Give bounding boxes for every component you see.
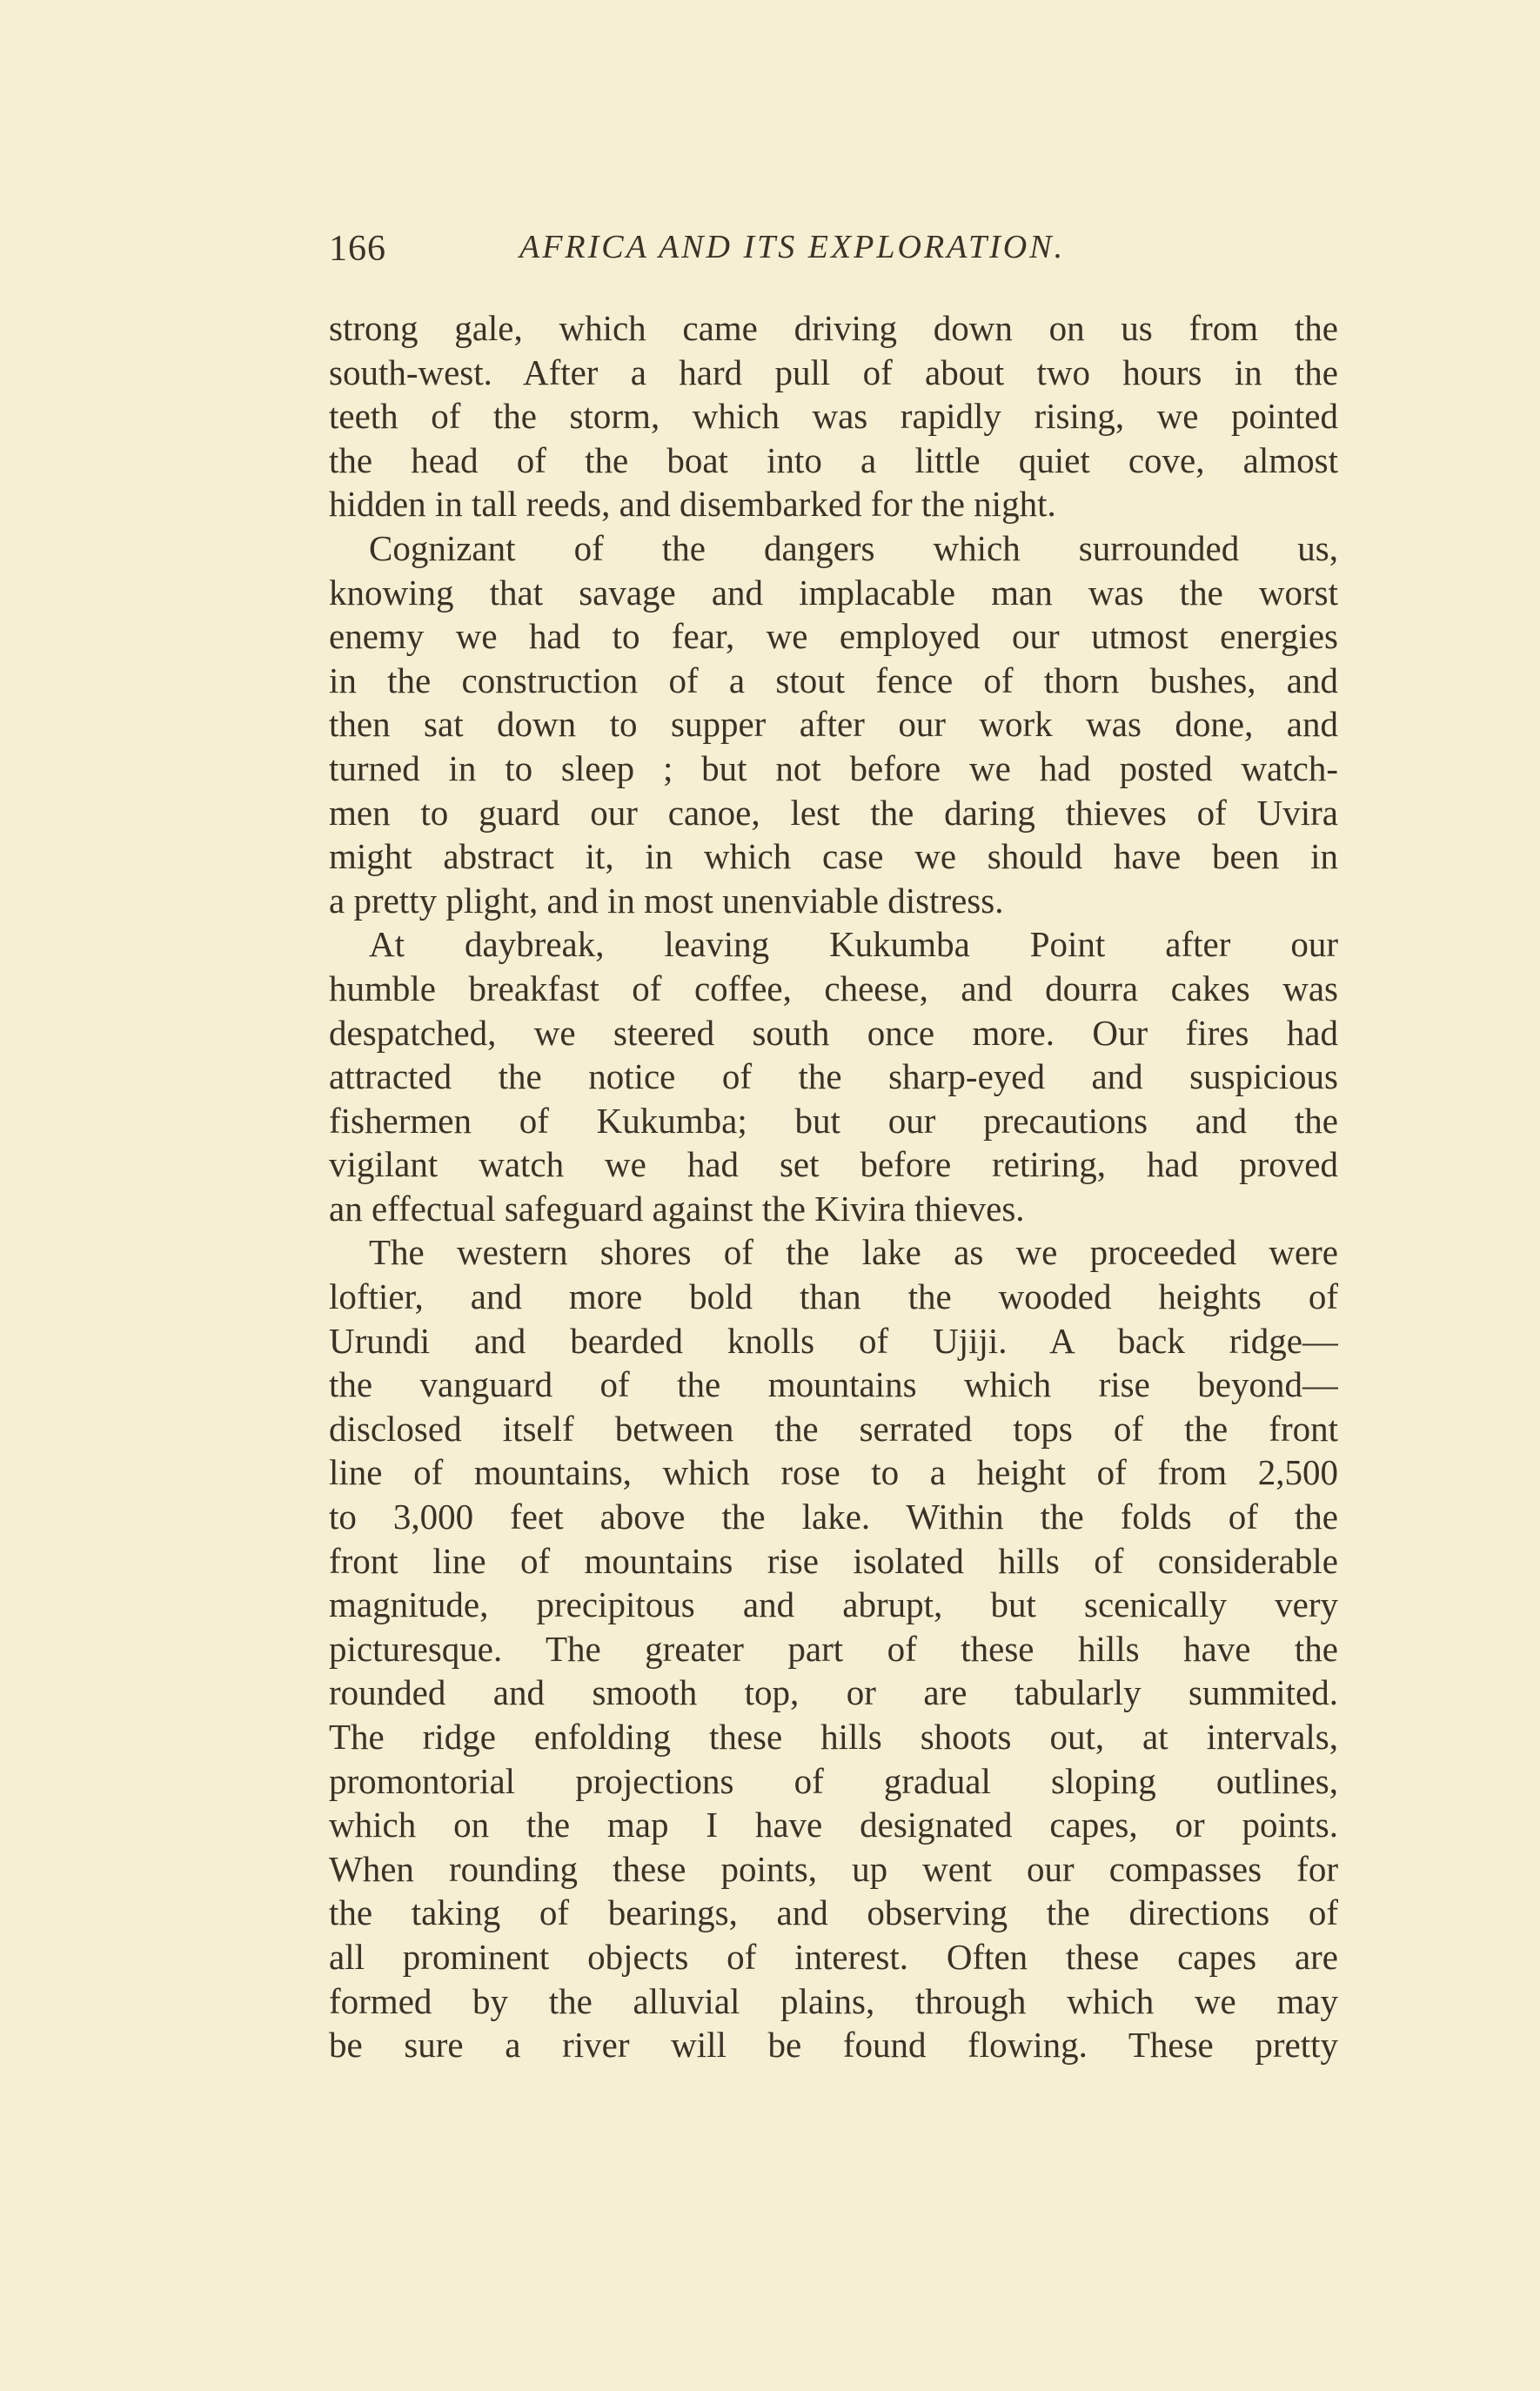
text-line: The western shores of the lake as we proceeded were xyxy=(369,1232,1338,1273)
text-line: all prominent objects of interest. Often these capes are xyxy=(329,1936,1338,1977)
text-line: Cognizant of the dangers which surrounded us, xyxy=(369,527,1338,568)
text-line: the vanguard of the mountains which rise beyond— xyxy=(329,1364,1338,1405)
text-line: an effectual safeguard against the Kivira thieves. xyxy=(329,1188,1025,1229)
text-line: The ridge enfolding these hills shoots out, at intervals, xyxy=(329,1717,1338,1757)
text-line: vigilant watch we had set before retiring, had proved xyxy=(329,1144,1338,1185)
text-line: south-west. After a hard pull of about two hours in the xyxy=(329,352,1338,392)
text-line: turned in to sleep ; but not before we had posted watch- xyxy=(329,747,1338,788)
text-line: to 3,000 feet above the lake. Within the folds of the xyxy=(329,1497,1338,1537)
text-line: picturesque. The greater part of these hills have the xyxy=(329,1628,1338,1669)
text-line: magnitude, precipitous and abrupt, but scenically very xyxy=(329,1584,1338,1625)
text-line: teeth of the storm, which was rapidly rising, we pointed xyxy=(329,396,1338,437)
page-header xyxy=(329,228,1338,280)
body-text xyxy=(329,306,1338,2067)
text-line: Urundi and bearded knolls of Ujiji. A back ridge— xyxy=(329,1320,1338,1361)
text-line: formed by the alluvial plains, through which we may xyxy=(329,1980,1338,2021)
text-line: might abstract it, in which case we should have been in xyxy=(329,836,1338,877)
text-line: fishermen of Kukumba; but our precautions and the xyxy=(329,1100,1338,1141)
text-line: humble breakfast of coffee, cheese, and dourra cakes was xyxy=(329,968,1338,1008)
text-line: a pretty plight, and in most unenviable distress. xyxy=(329,880,1004,921)
text-line: strong gale, which came driving down on us from the xyxy=(329,308,1338,348)
text-line: men to guard our canoe, lest the daring thieves of Uvira xyxy=(329,792,1338,833)
text-line: in the construction of a stout fence of thorn bushes, and xyxy=(329,660,1338,700)
text-line: then sat down to supper after our work was done, and xyxy=(329,704,1338,745)
text-line: despatched, we steered south once more. Our fires had xyxy=(329,1012,1338,1053)
text-line: enemy we had to fear, we employed our utmost energies xyxy=(329,616,1338,657)
text-line: rounded and smooth top, or are tabularly summited. xyxy=(329,1672,1338,1713)
text-line: hidden in tall reeds, and disembarked for the night. xyxy=(329,484,1056,525)
text-line: loftier, and more bold than the wooded heights of xyxy=(329,1276,1338,1317)
text-line: At daybreak, leaving Kukumba Point after our xyxy=(369,924,1338,965)
text-line: attracted the notice of the sharp-eyed and suspicious xyxy=(329,1056,1338,1097)
text-line: line of mountains, which rose to a height of from 2,500 xyxy=(329,1452,1338,1493)
text-line: which on the map I have designated capes, or points. xyxy=(329,1805,1338,1845)
running-head: AFRICA AND ITS EXPLORATION. xyxy=(519,229,1066,265)
text-line: When rounding these points, up went our compasses for xyxy=(329,1848,1338,1889)
text-line: the taking of bearings, and observing the directions of xyxy=(329,1892,1338,1933)
page-number: 166 xyxy=(329,229,386,269)
text-line: promontorial projections of gradual sloping outlines, xyxy=(329,1760,1338,1801)
text-line: the head of the boat into a little quiet cove, almost xyxy=(329,439,1338,480)
text-line: be sure a river will be found flowing. These pretty xyxy=(329,2025,1338,2066)
text-line: knowing that savage and implacable man was the worst xyxy=(329,572,1338,613)
text-line: front line of mountains rise isolated hills of considerable xyxy=(329,1540,1338,1581)
text-line: disclosed itself between the serrated tops of the front xyxy=(329,1408,1338,1449)
